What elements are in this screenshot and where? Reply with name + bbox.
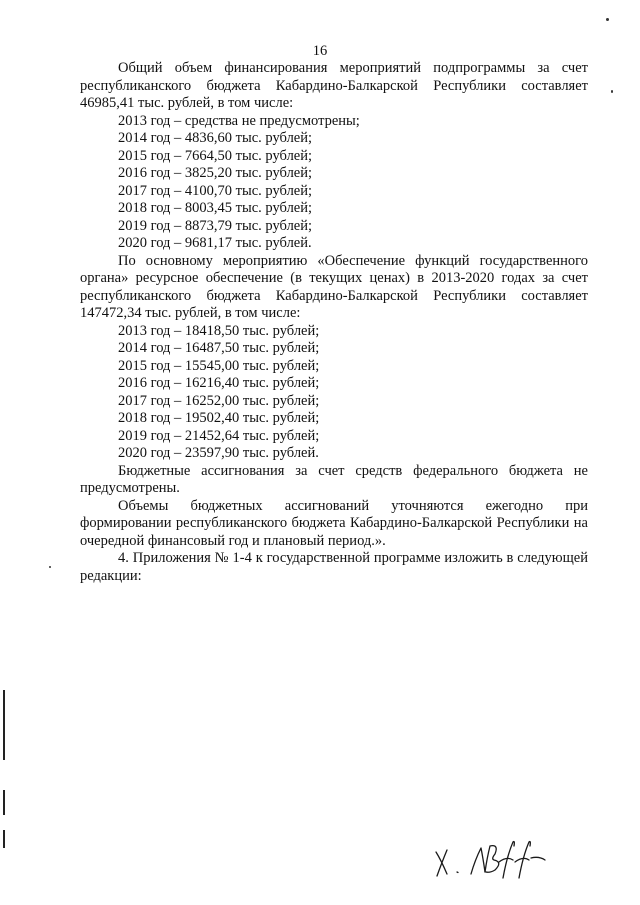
list-item: 2014 год – 4836,60 тыс. рублей; bbox=[118, 130, 313, 146]
list-item: 2018 год – 19502,40 тыс. рублей; bbox=[118, 410, 320, 426]
document-body bbox=[80, 60, 588, 585]
list-item: 2020 год – 9681,17 тыс. рублей. bbox=[118, 235, 312, 251]
list-item: 2017 год – 4100,70 тыс. рублей; bbox=[118, 182, 313, 199]
list-item: 2016 год – 16216,40 тыс. рублей; bbox=[118, 375, 320, 391]
paragraph-total-funding: Общий объем финансирования мероприятий подпрограммы за счет республиканского бюджета Кабардино-Балкарской Республики составляет 46985,41 тыс. рублей, в том числе: bbox=[80, 60, 588, 111]
scan-edge-mark bbox=[3, 830, 5, 848]
funding-by-year-list bbox=[80, 113, 588, 253]
paragraph-allocations: Объемы бюджетных ассигнований уточняются ежегодно при формировании республиканского бюджета Кабардино-Балкарской Республики на очередной финансовый год и плановый период.». bbox=[80, 497, 588, 549]
list-item: 2019 год – 21452,64 тыс. рублей; bbox=[118, 427, 320, 444]
paragraph-main-activity: По основному мероприятию «Обеспечение функций государственного органа» ресурсное обеспечение (в текущих ценах) в 2013-2020 годах за счет республиканского бюджета Кабардино-Балкарской Республики составляет 147472,34 тыс. рублей, в том числе: bbox=[80, 252, 588, 321]
list-item: 2013 год – средства не предусмотрены; bbox=[118, 112, 360, 129]
list-item: 2015 год – 7664,50 тыс. рублей; bbox=[118, 147, 313, 164]
list-item: 2013 год – 18418,50 тыс. рублей; bbox=[118, 322, 320, 339]
list-item: 2020 год – 23597,90 тыс. рублей. bbox=[118, 445, 319, 461]
scan-speck bbox=[606, 18, 609, 21]
scan-speck bbox=[611, 90, 613, 93]
list-item: 2015 год – 15545,00 тыс. рублей; bbox=[118, 357, 320, 374]
paragraph-appendices: 4. Приложения № 1-4 к государственной программе изложить в следующей редакции: bbox=[80, 550, 588, 584]
list-item: 2014 год – 16487,50 тыс. рублей; bbox=[118, 340, 320, 356]
main-activity-by-year-list bbox=[80, 323, 588, 463]
page-number: 16 bbox=[312, 43, 328, 59]
scan-speck bbox=[49, 566, 51, 568]
signature bbox=[433, 832, 553, 882]
list-item: 2019 год – 8873,79 тыс. рублей; bbox=[118, 217, 313, 234]
scan-edge-mark bbox=[3, 690, 5, 760]
list-item: 2017 год – 16252,00 тыс. рублей; bbox=[118, 392, 320, 409]
list-item: 2018 год – 8003,45 тыс. рублей; bbox=[118, 200, 313, 216]
paragraph-federal-budget: Бюджетные ассигнования за счет средств федерального бюджета не предусмотрены. bbox=[80, 462, 588, 496]
scan-edge-mark bbox=[3, 790, 5, 815]
list-item: 2016 год – 3825,20 тыс. рублей; bbox=[118, 165, 313, 181]
